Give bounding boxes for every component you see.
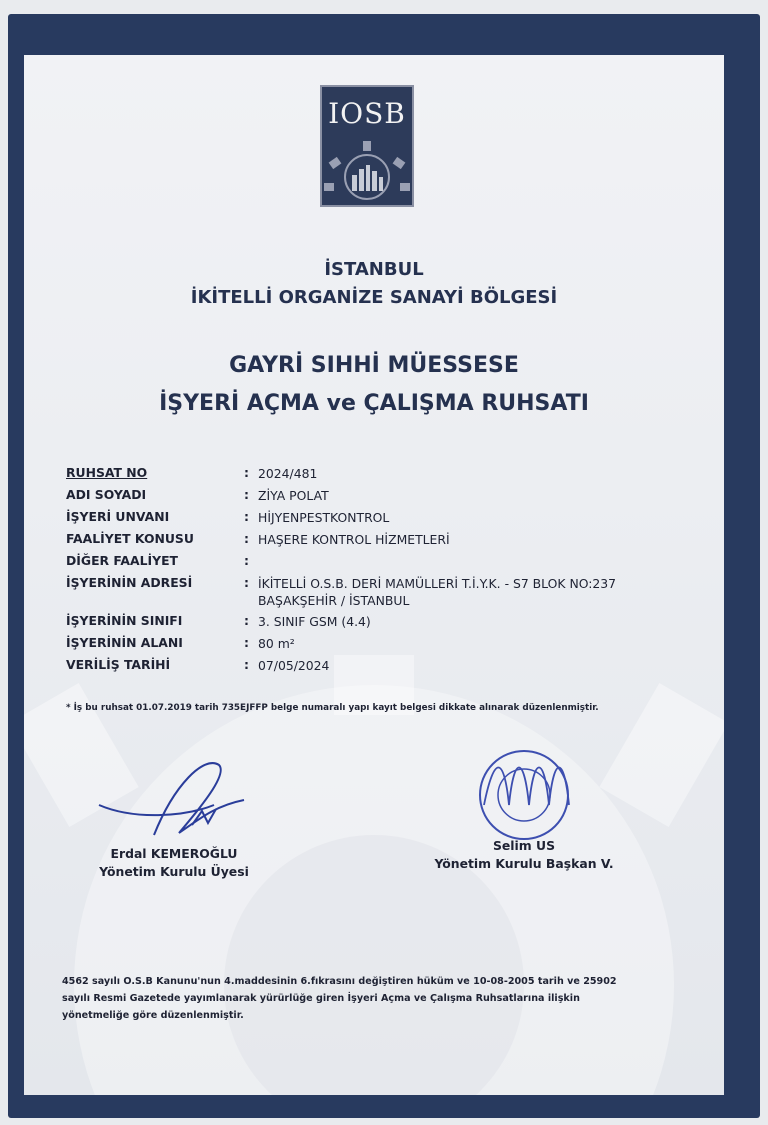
field-colon: : <box>244 509 249 524</box>
field-row-adi-soyadi <box>66 487 706 509</box>
field-value: 2024/481 <box>258 466 318 481</box>
license-fields <box>66 465 706 679</box>
field-label: İŞYERİNİN ALANI <box>66 635 183 650</box>
address-line2: BAŞAKŞEHİR / İSTANBUL <box>258 593 410 608</box>
field-colon: : <box>244 657 249 672</box>
address-line1: İKİTELLİ O.S.B. DERİ MAMÜLLERİ T.İ.Y.K. - S7 BLOK NO:237 <box>258 576 617 591</box>
field-row-verilis-tarihi <box>66 657 706 679</box>
field-label: DİĞER FAALİYET <box>66 553 178 568</box>
document-title-line1: GAYRİ SIHHİ MÜESSESE <box>229 353 519 378</box>
field-label: İŞYERİ UNVANI <box>66 509 170 524</box>
document-title-line2: İŞYERİ AÇMA ve ÇALIŞMA RUHSATI <box>159 391 589 416</box>
field-row-isyeri-sinifi <box>66 613 706 635</box>
iosb-logo <box>320 85 414 207</box>
organization-heading: İKİTELLİ ORGANİZE SANAYİ BÖLGESİ <box>190 287 558 308</box>
signatory-right <box>424 837 624 873</box>
field-value: 07/05/2024 <box>258 658 330 673</box>
signatory-left-role: Yönetim Kurulu Üyesi <box>99 864 249 879</box>
official-stamp-icon <box>464 745 584 845</box>
field-row-diger-faaliyet <box>66 553 706 575</box>
field-label: ADI SOYADI <box>66 487 147 502</box>
footer-line3: yönetmeliğe göre düzenlenmiştir. <box>62 1010 244 1021</box>
field-value: 80 m² <box>258 636 295 651</box>
legal-footer <box>62 973 692 1024</box>
field-label: RUHSAT NO <box>66 465 148 480</box>
signatory-left-name: Erdal KEMEROĞLU <box>110 846 238 861</box>
field-label: FAALİYET KONUSU <box>66 531 194 546</box>
certificate-paper <box>24 55 724 1095</box>
field-value <box>258 575 708 609</box>
field-colon: : <box>244 613 249 628</box>
field-row-ruhsat-no <box>66 465 706 487</box>
signatory-right-role: Yönetim Kurulu Başkan V. <box>434 856 614 871</box>
field-row-faaliyet-konusu <box>66 531 706 553</box>
signature-left-icon <box>94 745 264 855</box>
field-value: ZİYA POLAT <box>258 488 329 503</box>
field-label: İŞYERİNİN ADRESİ <box>66 575 193 590</box>
footer-line2: sayılı Resmi Gazetede yayımlanarak yürürlüğe giren İşyeri Açma ve Çalışma Ruhsatlarına ilişkin <box>62 993 580 1004</box>
field-colon: : <box>244 531 249 546</box>
footnote: * İş bu ruhsat 01.07.2019 tarih 735EJFFP belge numaralı yapı kayıt belgesi dikkate alınarak düzenlenmiştir. <box>66 703 599 713</box>
gear-logo-icon <box>322 137 412 203</box>
city-heading: İSTANBUL <box>324 259 424 280</box>
field-colon: : <box>244 635 249 650</box>
field-label: VERİLİŞ TARİHİ <box>66 657 171 672</box>
field-value: 3. SINIF GSM (4.4) <box>258 614 371 629</box>
field-value: HİJYENPESTKONTROL <box>258 510 390 525</box>
field-value: HAŞERE KONTROL HİZMETLERİ <box>258 532 450 547</box>
signatory-right-name: Selim US <box>492 838 556 853</box>
field-colon: : <box>244 575 249 590</box>
field-label: İŞYERİNİN SINIFI <box>66 613 183 628</box>
signatory-left <box>74 845 274 881</box>
field-row-isyeri-alani <box>66 635 706 657</box>
field-colon: : <box>244 553 249 568</box>
field-row-isyeri-adresi <box>66 575 706 613</box>
field-colon: : <box>244 487 249 502</box>
logo-text: IOSB <box>328 97 406 130</box>
footer-line1: 4562 sayılı O.S.B Kanunu'nun 4.maddesinin 6.fıkrasını değiştiren hüküm ve 10-08-2005 tarih ve 25902 <box>62 976 617 987</box>
field-row-isyeri-unvani <box>66 509 706 531</box>
field-colon: : <box>244 465 249 480</box>
